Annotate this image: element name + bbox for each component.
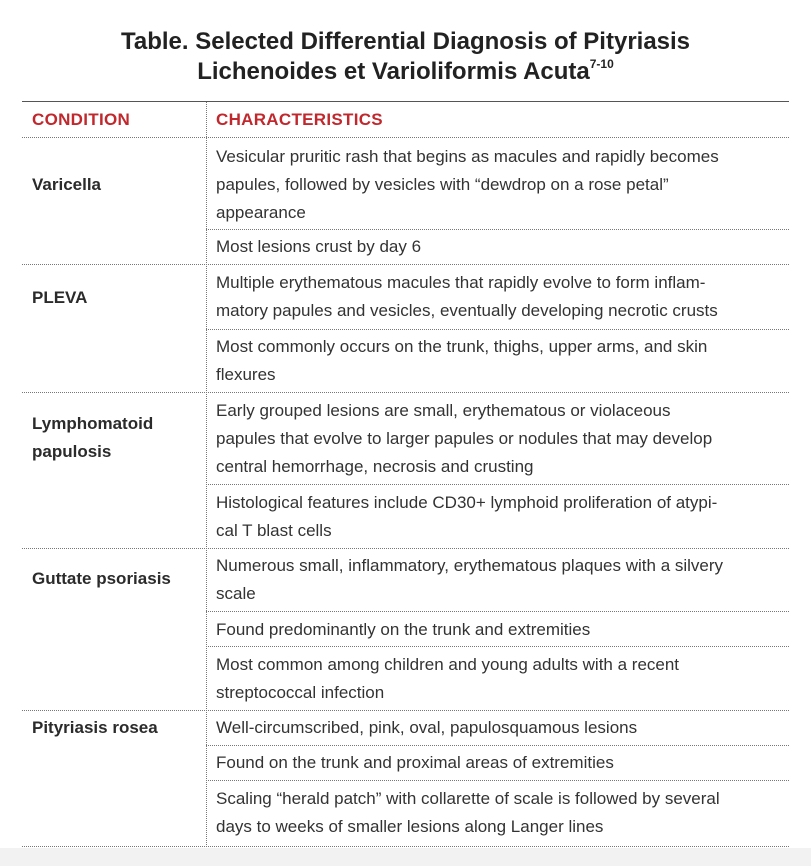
header-bottom-rule: [22, 137, 789, 138]
row-divider: [206, 229, 789, 230]
row-divider: [206, 484, 789, 485]
row-divider: [206, 611, 789, 612]
characteristic-cell: Most common among children and young adults with a recent streptococcal infection: [216, 655, 680, 702]
table-bottom-rule: [22, 846, 789, 847]
group-divider: [22, 392, 789, 393]
characteristic-cell: Vesicular pruritic rash that begins as macules and rapidly becomes papules, followed by vesicles with “dewdrop on a rose petal” appearance: [216, 147, 719, 222]
column-divider: [206, 102, 207, 847]
characteristic-cell: Scaling “herald patch” with collarette of scale is followed by several days to weeks of smaller lesions along Langer lines: [216, 789, 720, 836]
column-header-condition: CONDITION: [32, 110, 131, 129]
characteristic-cell: Found on the trunk and proximal areas of extremities: [216, 753, 614, 772]
table-title: [0, 27, 811, 87]
page-bottom-band: [0, 848, 811, 866]
group-divider: [22, 264, 789, 265]
row-divider: [206, 780, 789, 781]
condition-pleva: PLEVA: [32, 288, 88, 307]
characteristic-cell: Most commonly occurs on the trunk, thighs, upper arms, and skin flexures: [216, 337, 708, 384]
group-divider: [22, 710, 789, 711]
characteristic-cell: Early grouped lesions are small, erythematous or violaceous papules that evolve to larger papules or nodules that may develop central hemorrhage, necrosis and crusting: [216, 401, 713, 476]
row-divider: [206, 646, 789, 647]
title-line-2-text: Lichenoides et Varioliformis Acuta: [197, 58, 590, 85]
characteristic-cell: Well-circumscribed, pink, oval, papulosquamous lesions: [216, 718, 638, 737]
condition-pityriasis-rosea: Pityriasis rosea: [32, 718, 158, 737]
condition-guttate-psoriasis: Guttate psoriasis: [32, 569, 171, 588]
row-divider: [206, 745, 789, 746]
condition-varicella: Varicella: [32, 175, 102, 194]
row-divider: [206, 329, 789, 330]
condition-lymphomatoid-papulosis: Lymphomatoid papulosis: [32, 414, 154, 461]
header-top-rule: [22, 101, 789, 102]
group-divider: [22, 548, 789, 549]
characteristic-cell: Found predominantly on the trunk and extremities: [216, 620, 591, 639]
column-header-characteristics: CHARACTERISTICS: [216, 110, 383, 129]
characteristic-cell: Numerous small, inflammatory, erythematous plaques with a silvery scale: [216, 556, 724, 603]
characteristic-cell: Histological features include CD30+ lymphoid proliferation of atypi- cal T blast cells: [216, 493, 718, 540]
characteristic-cell: Most lesions crust by day 6: [216, 237, 422, 256]
characteristic-cell: Multiple erythematous macules that rapidly evolve to form inflam- matory papules and vesicles, eventually developing necrotic crusts: [216, 273, 718, 320]
title-line-2: [0, 57, 811, 87]
title-reference: 7-10: [589, 57, 614, 71]
title-line-1: Table. Selected Differential Diagnosis of Pityriasis: [120, 28, 691, 55]
